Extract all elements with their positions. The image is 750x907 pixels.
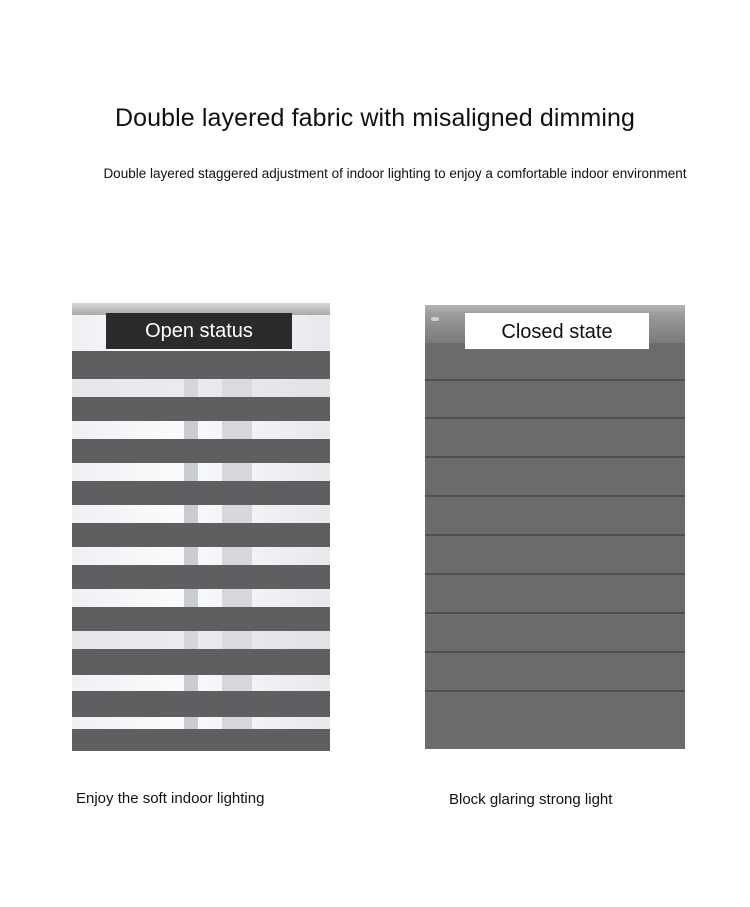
page-subtitle: Double layered staggered adjustment of indoor lighting to enjoy a comfortable indoor environment [103,166,687,181]
open-status-image [72,303,330,751]
blind-stripe [72,691,330,717]
blind-slat [425,615,685,653]
blind-slat [425,711,685,749]
page-title: Double layered fabric with misaligned dimming [114,104,635,132]
rail-screw [308,315,316,319]
blind-slat [425,420,685,458]
blind-stripe [72,481,330,505]
blind-stripe [72,397,330,421]
sheer-stripe [72,379,330,397]
blind-slat [425,459,685,497]
blind-stripe [72,607,330,631]
blind-stripe [72,439,330,463]
blind-slat [425,654,685,692]
blind-slat [425,498,685,536]
blind-slat [425,537,685,575]
closed-state-caption: Block glaring strong light [449,791,613,808]
blind-stripe [72,523,330,547]
blind-stripe [72,565,330,589]
sheer-stripe [72,631,330,649]
open-status-label: Open status [106,313,292,349]
blind-slat [425,381,685,419]
blind-stripe [72,355,330,379]
blind-bottom-rail [72,729,330,751]
blind-slat [425,576,685,614]
closed-state-label: Closed state [465,313,649,349]
rail-screw [431,317,439,321]
open-status-caption: Enjoy the soft indoor lighting [76,790,265,807]
closed-state-image [425,305,685,749]
blind-stripe [72,649,330,675]
